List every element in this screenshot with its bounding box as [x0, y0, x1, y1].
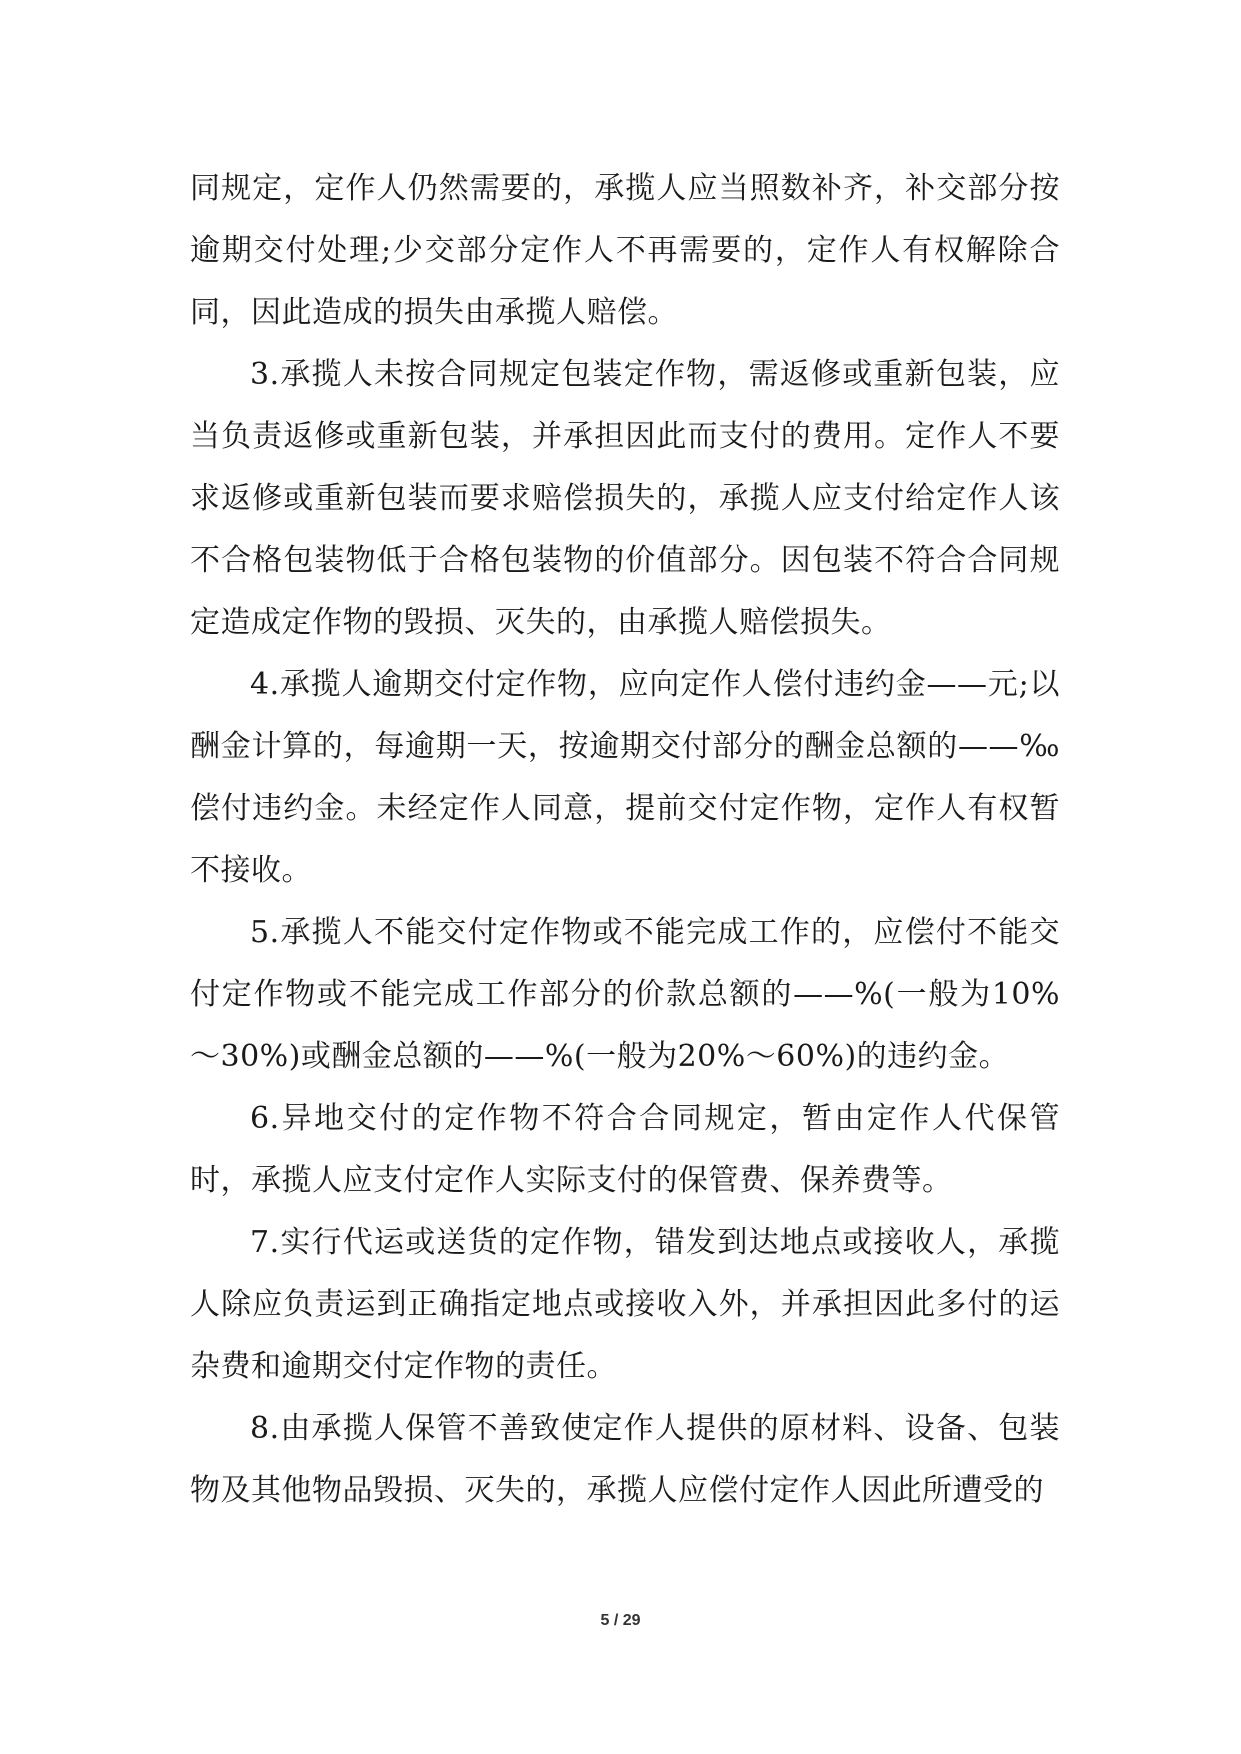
paragraph-clause-8: 8.由承揽人保管不善致使定作人提供的原材料、设备、包装物及其他物品毁损、灭失的，承揽人应偿付定作人因此所遭受的	[190, 1411, 1060, 1508]
paragraph-clause-5: 5.承揽人不能交付定作物或不能完成工作的，应偿付不能交付定作物或不能完成工作部分的价款总额的——%(一般为10%～30%)或酬金总额的——%(一般为20%～60%)的违约金。	[190, 915, 1060, 1074]
paragraph-clause-6: 6.异地交付的定作物不符合合同规定，暂由定作人代保管时，承揽人应支付定作人实际支付的保管费、保养费等。	[190, 1101, 1060, 1198]
paragraph-clause-4: 4.承揽人逾期交付定作物，应向定作人偿付违约金——元;以酬金计算的，每逾期一天，按逾期交付部分的酬金总额的——‰偿付违约金。未经定作人同意，提前交付定作物，定作人有权暂不接收。	[190, 667, 1060, 888]
paragraph-continuation: 同规定，定作人仍然需要的，承揽人应当照数补齐，补交部分按逾期交付处理;少交部分定作人不再需要的，定作人有权解除合同，因此造成的损失由承揽人赔偿。	[190, 171, 1060, 330]
page-number: 5 / 29	[600, 1612, 641, 1629]
paragraph-clause-3: 3.承揽人未按合同规定包装定作物，需返修或重新包装，应当负责返修或重新包装，并承担因此而支付的费用。定作人不要求返修或重新包装而要求赔偿损失的，承揽人应支付给定作人该不合格包装物低于合格包装物的价值部分。因包装不符合合同规定造成定作物的毁损、灭失的，由承揽人赔偿损失。	[190, 357, 1060, 640]
document-body	[190, 158, 1060, 1522]
paragraph-clause-7: 7.实行代运或送货的定作物，错发到达地点或接收人，承揽人除应负责运到正确指定地点或接收入外，并承担因此多付的运杂费和逾期交付定作物的责任。	[190, 1225, 1060, 1384]
